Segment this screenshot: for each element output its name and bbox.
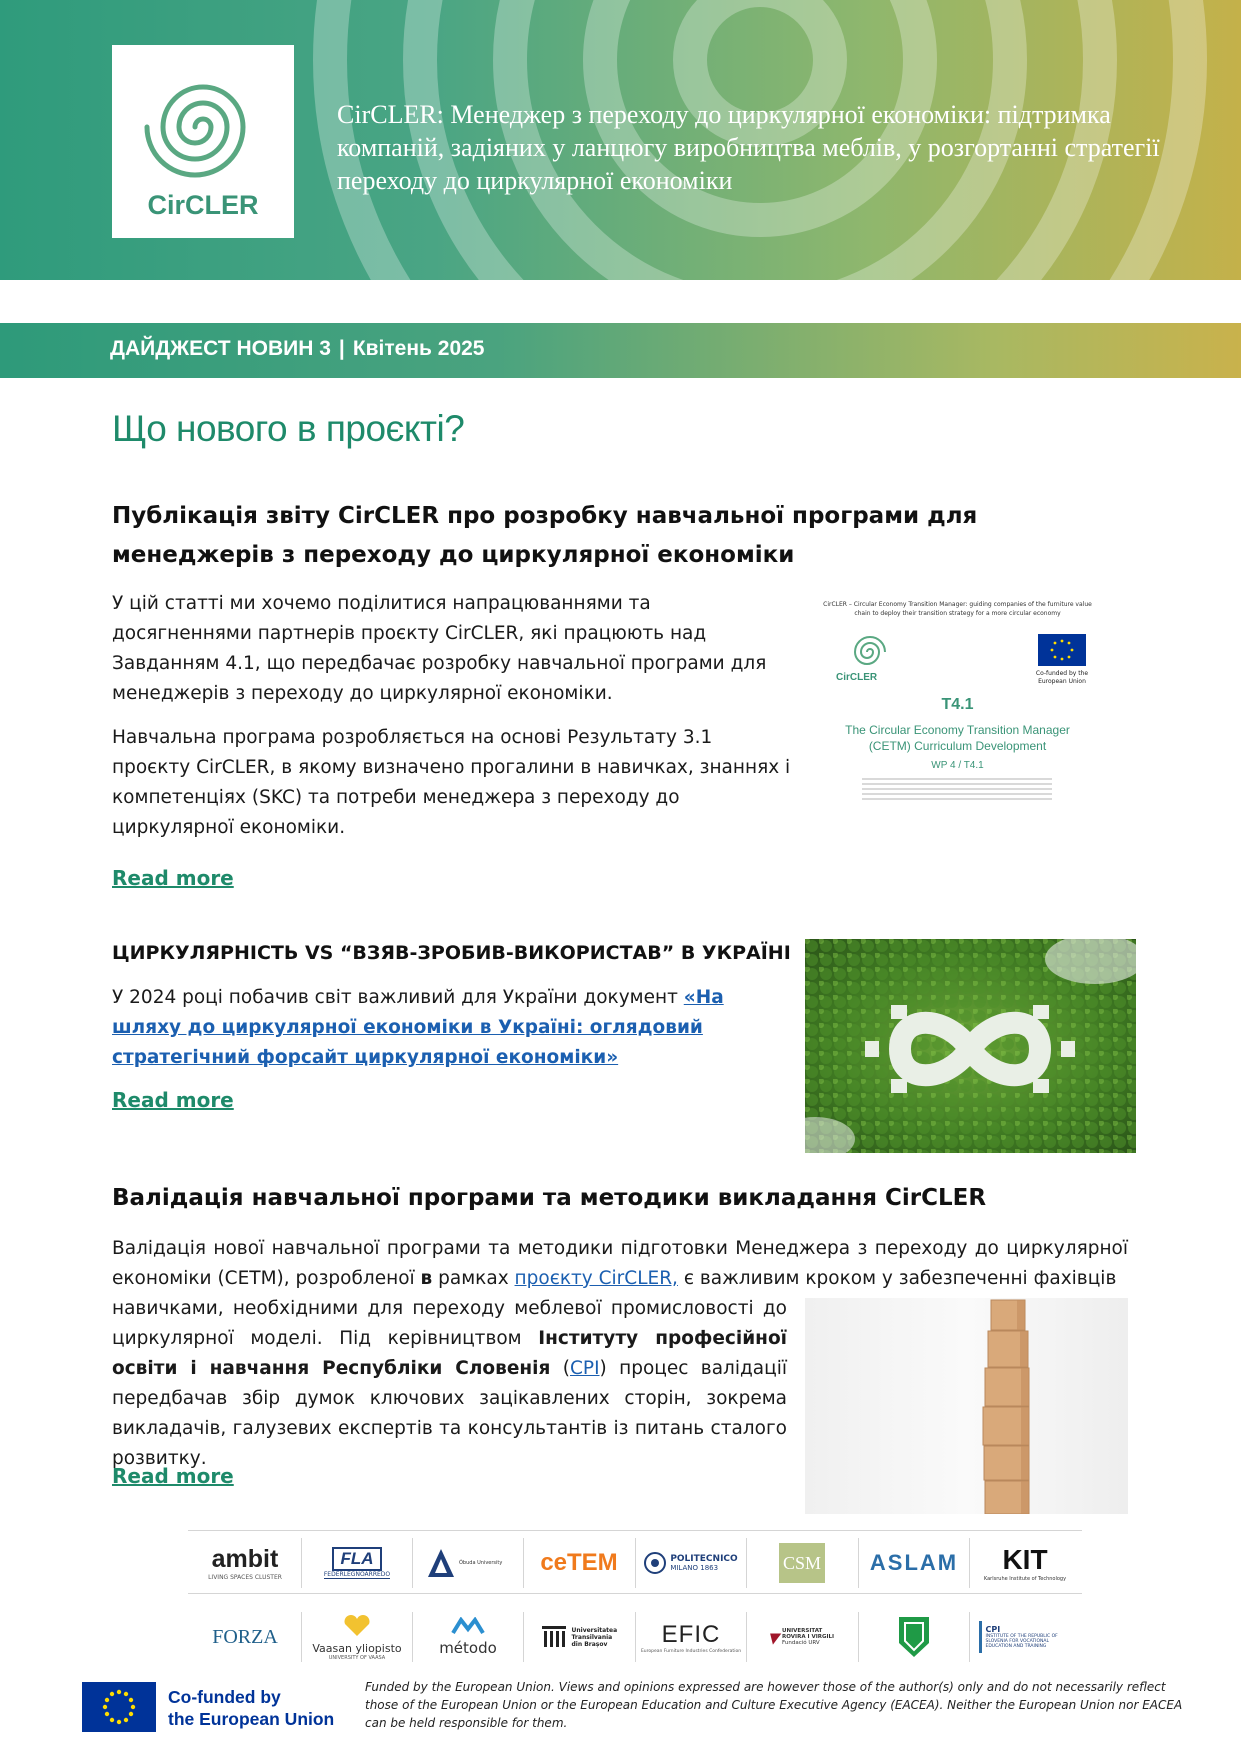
partner-logo-urv: [747, 1606, 857, 1668]
wooden-blocks-image: [805, 1298, 1128, 1514]
digest-issue: ДАЙДЖЕСТ НОВИН 3: [110, 337, 331, 360]
partner-logo-vaasa: [302, 1606, 412, 1668]
partner-name: CPI: [985, 1625, 1001, 1634]
article-3-text: є важливим кроком у забезпеченні фахівців: [677, 1268, 1117, 1289]
partner-logo-cpi: [970, 1606, 1080, 1668]
partner-logo-cetem: [524, 1532, 634, 1594]
partner-name: FLA: [332, 1547, 381, 1571]
foresight-document-link[interactable]: «На шляху до циркулярної економіки в Україні: оглядовий стратегічний форсайт циркулярної економіки»: [112, 987, 724, 1068]
report-cover-thumbnail[interactable]: [820, 600, 1095, 815]
article-3-read-more-link[interactable]: Read more: [112, 1464, 234, 1488]
metodo-mark-icon: [451, 1617, 485, 1635]
report-eu-caption: Co-funded by the European Union: [1035, 670, 1089, 685]
digest-date: Квітень 2025: [352, 337, 485, 360]
article-1-body: [112, 589, 792, 857]
article-2-read-more-link[interactable]: Read more: [112, 1088, 234, 1112]
eu-label-line: Co-funded by: [168, 1687, 281, 1707]
article-2-body: [112, 983, 792, 1073]
article-1-read-more-link[interactable]: Read more: [112, 866, 234, 890]
partner-name: Universitatea Transilvania din Brașov: [571, 1626, 618, 1648]
partner-name: ASLAM: [869, 1550, 959, 1575]
article-3-text: (: [550, 1358, 570, 1379]
report-brand: CirCLER: [836, 672, 878, 683]
cpi-institute-name: Інституту професійної освіти і навчання Республіки Словенія: [112, 1328, 788, 1379]
circler-logo: [112, 45, 294, 238]
article-3-text: ) процес валідації передбачав збір думок ключових зацікавлених сторін, зокрема викладачів, галузевих експертів та консультантів із питань сталого розвитку.: [112, 1358, 787, 1469]
vaasa-heart-icon: [342, 1614, 372, 1638]
partner-name: Vaasan yliopisto: [312, 1641, 402, 1655]
eu-flag-icon: [82, 1682, 156, 1732]
partner-sub: Fundació URV: [782, 1640, 820, 1646]
partners-divider: [188, 1530, 1082, 1531]
article-1-title: Публікація звіту CirCLER про розробку навчальної програми для менеджерів з переходу до циркулярної економіки: [112, 503, 978, 568]
circler-project-link[interactable]: проєкту CirCLER,: [514, 1268, 678, 1289]
partner-name: método: [439, 1639, 497, 1657]
unitbv-columns-icon: [541, 1624, 567, 1650]
digest-label: [110, 337, 484, 361]
digest-separator: |: [338, 337, 345, 360]
eu-flag-icon: [1038, 634, 1086, 666]
newsletter-title: CirCLER: Менеджер з переходу до циркулярної економіки: підтримка компаній, задіяних у ланцюгу виробництва меблів, у розгортанні стратегії переходу до циркулярної економіки: [337, 100, 1160, 195]
shield-crest-icon: [897, 1615, 931, 1659]
header-banner: [0, 0, 1241, 280]
partner-sub: European Furniture Industries Confederation: [640, 1648, 742, 1654]
article-3-text: рамках: [432, 1268, 515, 1289]
article-2-text: У 2024 році побачив світ важливий для України документ: [112, 987, 684, 1008]
partner-logo-unitbv: [524, 1606, 634, 1668]
partner-name: UNIVERSITAT ROVIRA I VIRGILI: [782, 1628, 835, 1640]
partner-name: ceTEM: [540, 1549, 618, 1576]
urv-mark-icon: ▾: [767, 1626, 779, 1649]
partner-logo-nuwm: [859, 1606, 969, 1668]
partner-sub: LIVING SPACES CLUSTER: [208, 1574, 282, 1581]
partner-logo-csm: [747, 1532, 857, 1594]
report-code: T4.1: [941, 696, 974, 713]
partner-name: FORZA: [212, 1625, 278, 1648]
article-3-title: Валідація навчальної програми та методики викладання CirCLER: [112, 1185, 987, 1211]
forest-infinity-image: [805, 939, 1136, 1153]
report-title: The Circular Economy Transition Manager (CETM) Curriculum Development: [845, 723, 1070, 753]
article-3-text: навичками, необхідними для переходу меблевої промисловості до циркулярної моделі. Під керівництвом: [112, 1298, 787, 1349]
partner-sub: UNIVERSITY OF VAASA: [328, 1654, 386, 1661]
partner-logo-efic: [636, 1606, 746, 1668]
partner-logo-polimi: [636, 1532, 746, 1594]
partner-logo-obuda: [413, 1532, 523, 1594]
partner-sub: INSTITUTE OF THE REPUBLIC OF SLOVENIA FOR VOCATIONAL EDUCATION AND TRAINING: [985, 1634, 1058, 1649]
partner-name: EFIC: [661, 1620, 721, 1648]
partner-name: ambit: [211, 1545, 279, 1573]
article-3-paragraph-top: [112, 1234, 1128, 1294]
partner-logo-metodo: [413, 1606, 523, 1668]
partner-sub: MILANO 1863: [670, 1564, 719, 1572]
logo-wordmark: CirCLER: [147, 190, 259, 220]
partner-name: CSM: [779, 1543, 825, 1583]
partner-logo-kit: [970, 1532, 1080, 1594]
cpi-link[interactable]: CPI: [570, 1358, 600, 1379]
report-header-text: CirCLER – Circular Economy Transition Manager: guiding companies of the furniture value chain to deploy their transition strategy for a more circular economy: [823, 601, 1092, 617]
partner-logo-ambit: [190, 1532, 300, 1594]
partner-logo-fla: [302, 1532, 412, 1594]
section-heading: Що нового в проєкті?: [112, 408, 465, 449]
partner-logo-aslam: [859, 1532, 969, 1594]
report-wp: WP 4 / T4.1: [931, 760, 984, 771]
eu-cofunded-label: [168, 1686, 334, 1730]
partner-sub: FEDERLEGNOARREDO: [323, 1571, 391, 1578]
cpi-bar-icon: [979, 1621, 982, 1653]
article-3-paragraph-bottom: [112, 1294, 787, 1474]
article-3-text: Валідація нової навчальної програми та методики підготовки Менеджера з переходу до циркулярної економіки (CETM), розробленої: [112, 1238, 1128, 1289]
article-2-title: ЦИРКУЛЯРНІСТЬ VS “ВЗЯВ-ЗРОБИВ-ВИКОРИСТАВ” В УКРАЇНІ: [112, 942, 791, 964]
report-disclaimer-lines: [862, 778, 1052, 800]
partner-name: KIT: [1002, 1544, 1048, 1575]
funding-disclaimer: Funded by the European Union. Views and opinions expressed are however those of the author(s) only and do not necessarily reflect those of the European Union or the European Education and Culture Executive Agency (EACEA). Neither the European Union nor EACEA can be held responsible for them.: [365, 1680, 1183, 1730]
polimi-seal-icon: [644, 1552, 666, 1574]
eu-label-line: the European Union: [168, 1709, 335, 1729]
partner-logo-forza: [190, 1606, 300, 1668]
partner-sub: Óbuda University: [459, 1560, 503, 1566]
obuda-triangle-icon: [427, 1547, 455, 1579]
partner-sub: Karlsruhe Institute of Technology: [983, 1576, 1067, 1582]
partner-name: POLITECNICO: [670, 1554, 738, 1564]
article-3-bold-text: в: [420, 1268, 433, 1289]
article-1-paragraph: У цій статті ми хочемо поділитися напрацюваннями та досягненнями партнерів проєкту CirCLER, які працюють над Завданням 4.1, що передбачає розробку навчальної програми для менеджерів з переходу до циркулярної економіки.: [112, 593, 767, 704]
article-1-paragraph: Навчальна програма розробляється на основі Результату 3.1 проєкту CirCLER, в якому визначено прогалини в навичках, знаннях і компетенціях (SKC) та потреби менеджера з переходу до циркулярної економіки.: [112, 727, 791, 838]
